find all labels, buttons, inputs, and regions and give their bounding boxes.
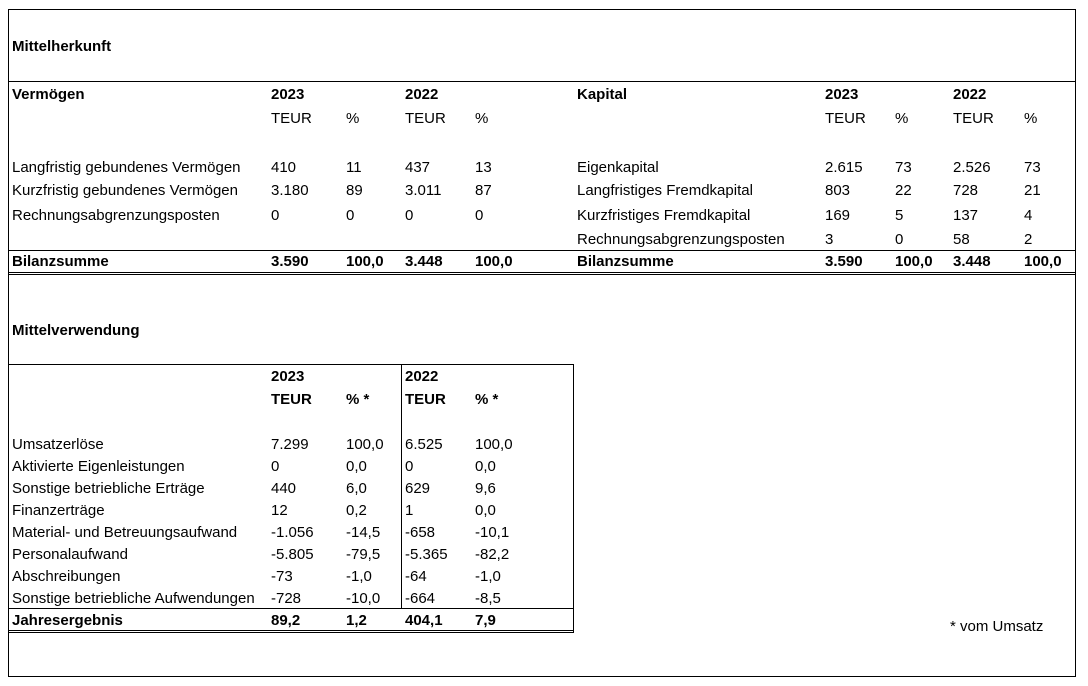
kapital-unit-2022: TEUR (953, 110, 994, 127)
row-value-2023: -73 (271, 568, 293, 585)
total-value-2022: 404,1 (405, 612, 443, 629)
row-value-2022: 58 (953, 231, 970, 248)
total-label: Jahresergebnis (12, 612, 123, 629)
row-pct-2022: -82,2 (475, 546, 510, 563)
jahresergebnis-line-bottom (8, 630, 574, 631)
row-value-2022: 2.526 (953, 159, 991, 176)
mv-pct-2023: % * (346, 391, 370, 408)
row-value-2022: 728 (953, 182, 979, 199)
mv-unit-2022: TEUR (405, 391, 446, 408)
kapital-unit-2023: TEUR (825, 110, 866, 127)
total-value-2022: 3.448 (953, 253, 991, 270)
row-value-2022: -64 (405, 568, 427, 585)
row-label: Material- und Betreuungsaufwand (12, 524, 238, 541)
row-value-2023: 3 (825, 231, 834, 248)
row-value-2023: 440 (271, 480, 297, 497)
row-value-2022: 137 (953, 207, 979, 224)
row-pct-2023: 89 (346, 182, 363, 199)
row-label: Sonstige betriebliche Erträge (12, 480, 205, 497)
row-pct-2022: 21 (1024, 182, 1041, 199)
vermoegen-pct-2022: % (475, 110, 489, 127)
row-value-2023: 2.615 (825, 159, 863, 176)
row-pct-2023: 0 (895, 231, 904, 248)
row-pct-2023: 73 (895, 159, 912, 176)
row-value-2023: 0 (271, 458, 280, 475)
total-value-2023: 3.590 (271, 253, 309, 270)
row-pct-2023: -10,0 (346, 590, 381, 607)
row-value-2022: 437 (405, 159, 431, 176)
row-pct-2023: 0,2 (346, 502, 367, 519)
row-value-2022: 3.011 (405, 182, 442, 199)
total-label: Bilanzsumme (12, 253, 109, 270)
row-value-2023: 803 (825, 182, 851, 199)
row-pct-2023: 22 (895, 182, 912, 199)
total-pct-2023: 100,0 (346, 253, 384, 270)
mv-pct-2022: % * (475, 391, 499, 408)
row-value-2023: 410 (271, 159, 297, 176)
vermoegen-unit-2023: TEUR (271, 110, 312, 127)
total-line-bottom-2 (8, 274, 1076, 275)
row-pct-2023: 0,0 (346, 458, 367, 475)
mv-year-2022: 2022 (405, 368, 439, 385)
row-label: Personalaufwand (12, 546, 128, 563)
row-label: Sonstige betriebliche Aufwendungen (12, 590, 255, 607)
row-value-2023: 0 (271, 207, 280, 224)
row-label: Eigenkapital (577, 159, 659, 176)
row-pct-2022: 9,6 (475, 480, 496, 497)
row-value-2023: -1.056 (271, 524, 314, 541)
total-line-top (8, 250, 1076, 251)
row-pct-2023: 100,0 (346, 436, 384, 453)
row-value-2022: 0 (405, 207, 414, 224)
row-label: Kurzfristig gebundenes Vermögen (12, 182, 238, 199)
section-title-mittelverwendung: Mittelverwendung (12, 322, 140, 339)
mv-unit-2023: TEUR (271, 391, 312, 408)
vermoegen-heading: Vermögen (12, 86, 85, 103)
total-pct-2022: 100,0 (475, 253, 513, 270)
row-pct-2022: 0,0 (475, 458, 496, 475)
row-label: Abschreibungen (12, 568, 121, 585)
total-pct-2023: 100,0 (895, 253, 933, 270)
year-column-divider (401, 364, 402, 609)
row-value-2022: 629 (405, 480, 431, 497)
mv-year-2023: 2023 (271, 368, 305, 385)
row-pct-2022: 0,0 (475, 502, 496, 519)
row-value-2022: -5.365 (405, 546, 448, 563)
footnote: * vom Umsatz (950, 618, 1044, 635)
row-pct-2023: 5 (895, 207, 904, 224)
row-pct-2023: -1,0 (346, 568, 372, 585)
kapital-pct-2022: % (1024, 110, 1038, 127)
jahresergebnis-line-top (8, 608, 574, 609)
total-pct-2023: 1,2 (346, 612, 367, 629)
row-value-2022: 6.525 (405, 436, 443, 453)
row-value-2023: -728 (271, 590, 302, 607)
row-label: Kurzfristiges Fremdkapital (577, 207, 751, 224)
vermoegen-year-2022: 2022 (405, 86, 439, 103)
kapital-year-2023: 2023 (825, 86, 859, 103)
row-label: Rechnungsabgrenzungsposten (12, 207, 220, 224)
vermoegen-year-2023: 2023 (271, 86, 305, 103)
row-value-2023: -5.805 (271, 546, 314, 563)
row-pct-2022: 2 (1024, 231, 1033, 248)
row-value-2023: 7.299 (271, 436, 309, 453)
row-pct-2022: -10,1 (475, 524, 510, 541)
row-label: Langfristig gebundenes Vermögen (12, 159, 241, 176)
row-label: Rechnungsabgrenzungsposten (577, 231, 785, 248)
kapital-heading: Kapital (577, 86, 628, 103)
row-value-2022: -664 (405, 590, 436, 607)
row-label: Umsatzerlöse (12, 436, 104, 453)
row-value-2022: 1 (405, 502, 414, 519)
row-value-2023: 12 (271, 502, 288, 519)
vermoegen-unit-2022: TEUR (405, 110, 446, 127)
row-label: Langfristiges Fremdkapital (577, 182, 753, 199)
row-pct-2022: 13 (475, 159, 492, 176)
vermoegen-pct-2023: % (346, 110, 360, 127)
total-line-bottom-1 (8, 272, 1076, 273)
total-value-2023: 3.590 (825, 253, 863, 270)
row-pct-2023: -14,5 (346, 524, 381, 541)
row-pct-2022: 73 (1024, 159, 1041, 176)
row-pct-2023: 0 (346, 207, 355, 224)
total-label: Bilanzsumme (577, 253, 674, 270)
row-pct-2023: -79,5 (346, 546, 381, 563)
row-value-2023: 169 (825, 207, 851, 224)
total-pct-2022: 100,0 (1024, 253, 1062, 270)
row-pct-2022: 87 (475, 182, 492, 199)
row-value-2022: 0 (405, 458, 414, 475)
row-pct-2022: 4 (1024, 207, 1033, 224)
kapital-pct-2023: % (895, 110, 909, 127)
row-pct-2022: -1,0 (475, 568, 501, 585)
total-value-2022: 3.448 (405, 253, 443, 270)
row-pct-2022: -8,5 (475, 590, 501, 607)
section-title-mittelherkunft: Mittelherkunft (12, 38, 112, 55)
row-label: Aktivierte Eigenleistungen (12, 458, 185, 475)
row-pct-2023: 11 (346, 159, 362, 176)
kapital-year-2022: 2022 (953, 86, 987, 103)
row-value-2022: -658 (405, 524, 436, 541)
row-value-2023: 3.180 (271, 182, 309, 199)
row-pct-2022: 0 (475, 207, 484, 224)
total-value-2023: 89,2 (271, 612, 301, 629)
row-pct-2023: 6,0 (346, 480, 367, 497)
total-pct-2022: 7,9 (475, 612, 496, 629)
row-pct-2022: 100,0 (475, 436, 513, 453)
row-label: Finanzerträge (12, 502, 105, 519)
divider-top (8, 81, 1076, 82)
